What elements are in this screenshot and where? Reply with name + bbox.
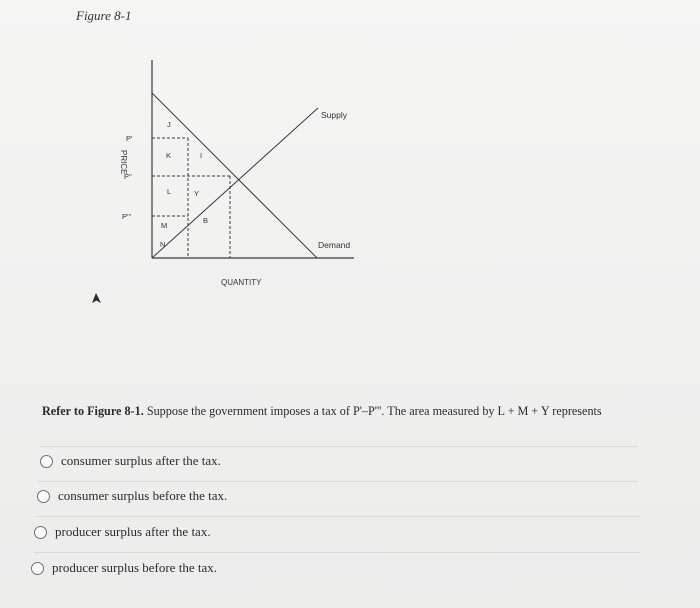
answer-option-1[interactable] bbox=[40, 453, 221, 469]
answer-option-label: consumer surplus after the tax. bbox=[61, 453, 221, 468]
question-text bbox=[42, 404, 682, 419]
answer-option-label: producer surplus after the tax. bbox=[55, 524, 211, 539]
y-axis-label: PRICE bbox=[119, 150, 128, 175]
divider bbox=[34, 552, 640, 553]
divider bbox=[36, 516, 640, 517]
area-label-b: B bbox=[203, 216, 209, 225]
answer-option-4[interactable] bbox=[31, 560, 217, 576]
area-label-i: I bbox=[200, 151, 203, 160]
area-label-k: K bbox=[166, 151, 172, 160]
divider bbox=[38, 481, 638, 482]
area-label-m: M bbox=[161, 221, 168, 230]
divider bbox=[40, 446, 638, 447]
area-label-n: N bbox=[160, 240, 166, 249]
demand-curve bbox=[152, 93, 317, 258]
price-label-p3: P''' bbox=[122, 212, 132, 221]
supply-curve bbox=[152, 108, 318, 258]
answer-option-label: producer surplus before the tax. bbox=[52, 560, 217, 575]
question-body: Suppose the government imposes a tax of P'–P'''. The area measured by L + M + Y represents bbox=[143, 404, 602, 418]
radio-button[interactable] bbox=[34, 526, 47, 539]
figure-title: Figure 8-1 bbox=[76, 8, 132, 23]
supply-label: Supply bbox=[321, 110, 347, 120]
area-label-j: J bbox=[167, 120, 171, 129]
answer-option-label: consumer surplus before the tax. bbox=[58, 488, 228, 503]
radio-button[interactable] bbox=[40, 455, 53, 468]
price-label-p2: P'' bbox=[124, 172, 132, 181]
x-axis-label: QUANTITY bbox=[221, 278, 262, 287]
question-figure-ref: Refer to Figure 8-1. bbox=[42, 404, 144, 418]
radio-button[interactable] bbox=[37, 490, 50, 503]
area-label-y: Y bbox=[194, 189, 200, 198]
area-label-l: L bbox=[167, 187, 172, 196]
radio-button[interactable] bbox=[31, 562, 44, 575]
price-label-p1: P' bbox=[126, 134, 133, 143]
demand-label: Demand bbox=[318, 240, 351, 250]
answer-option-2[interactable] bbox=[37, 488, 227, 504]
answer-option-3[interactable] bbox=[34, 524, 211, 540]
cursor-arrow-icon bbox=[90, 292, 104, 306]
